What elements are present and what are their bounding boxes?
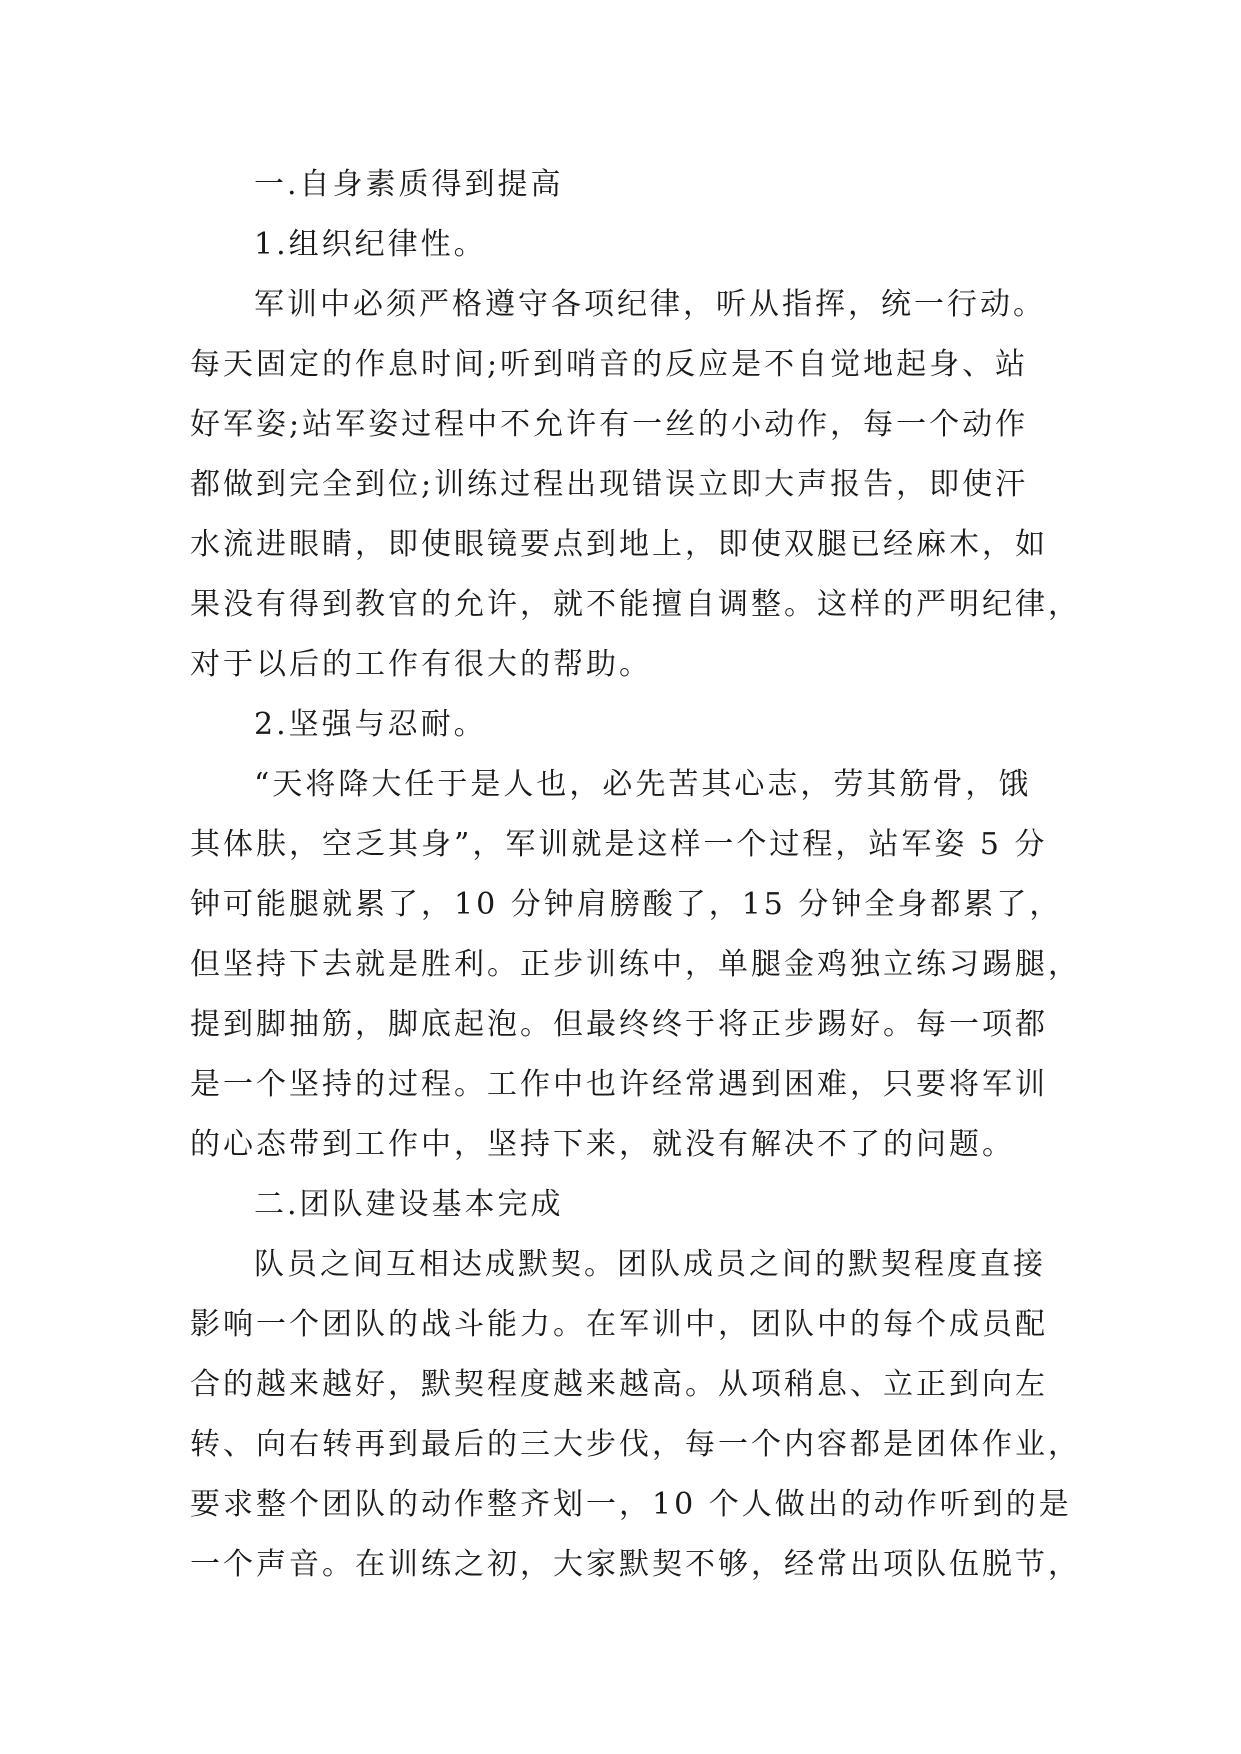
text-line: 影响一个团队的战斗能力。在军训中，团队中的每个成员配 [190, 1307, 1048, 1342]
text-line: 都做到完全到位;训练过程出现错误立即大声报告，即使汗 [190, 467, 1029, 502]
text-line: 钟可能腿就累了，10 分钟肩膀酸了，15 分钟全身都累了， [190, 887, 1063, 922]
paragraph-first-line: 二.团队建设基本完成 [254, 1187, 564, 1222]
text-line: 好军姿;站军姿过程中不允许有一丝的小动作，每一个动作 [190, 407, 1029, 442]
paragraph-first-line: 一.自身素质得到提高 [254, 167, 564, 202]
paragraph-first-line: 1.组织纪律性。 [254, 227, 487, 262]
text-line: 水流进眼睛，即使眼镜要点到地上，即使双腿已经麻木，如 [190, 527, 1048, 562]
text-line: 提到脚抽筋，脚底起泡。但最终终于将正步踢好。每一项都 [190, 1007, 1048, 1042]
paragraph-first-line: 队员之间互相达成默契。团队成员之间的默契程度直接 [254, 1247, 1046, 1282]
paragraph-first-line: 军训中必须严格遵守各项纪律，听从指挥，统一行动。 [254, 287, 1046, 322]
document-body [190, 155, 1081, 1595]
paragraph-first-line: 2.坚强与忍耐。 [254, 707, 487, 742]
text-line: 果没有得到教官的允许，就不能擅自调整。这样的严明纪律， [190, 587, 1081, 622]
text-line: 转、向右转再到最后的三大步伐，每一个内容都是团体作业， [190, 1427, 1081, 1462]
paragraph-first-line: “天将降大任于是人也，必先苦其心志，劳其筋骨，饿 [254, 767, 1032, 802]
text-line: 是一个坚持的过程。工作中也许经常遇到困难，只要将军训 [190, 1067, 1048, 1102]
text-line: 但坚持下去就是胜利。正步训练中，单腿金鸡独立练习踢腿， [190, 947, 1081, 982]
text-line: 其体肤，空乏其身”，军训就是这样一个过程，站军姿 5 分 [190, 827, 1048, 862]
text-line: 一个声音。在训练之初，大家默契不够，经常出项队伍脱节， [190, 1547, 1081, 1582]
text-line: 对于以后的工作有很大的帮助。 [190, 647, 652, 682]
text-line: 合的越来越好，默契程度越来越高。从项稍息、立正到向左 [190, 1367, 1048, 1402]
text-line: 每天固定的作息时间;听到哨音的反应是不自觉地起身、站 [190, 347, 1029, 382]
text-line: 要求整个团队的动作整齐划一，10 个人做出的动作听到的是 [190, 1487, 1072, 1522]
text-line: 的心态带到工作中，坚持下来，就没有解决不了的问题。 [190, 1127, 1015, 1162]
